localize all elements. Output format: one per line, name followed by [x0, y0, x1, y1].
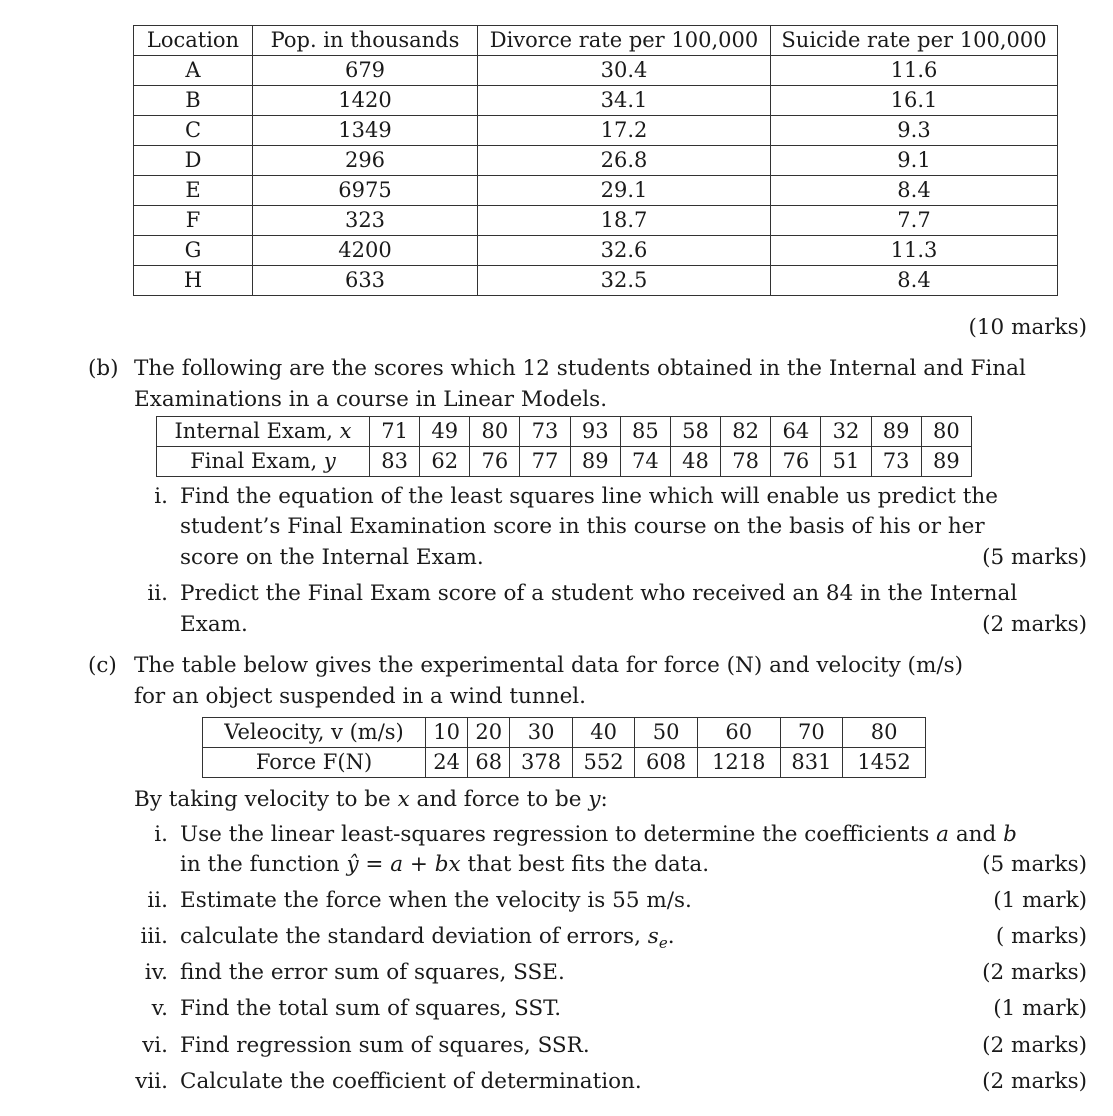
final-score-cell: 83 — [370, 447, 420, 477]
divorce-rate-cell: 26.8 — [478, 146, 771, 176]
suicide-rate-cell: 9.1 — [771, 146, 1058, 176]
population-cell: 633 — [253, 266, 478, 296]
table-row — [134, 176, 1058, 206]
part-c-q5-text: Find the total sum of squares, SST. — [180, 996, 562, 1021]
location-cell: G — [134, 236, 253, 266]
internal-score-cell: 71 — [370, 417, 420, 447]
part-b-q1-line2: student’s Final Examination score in this course on the basis of his or her — [180, 514, 985, 539]
force-cell: 831 — [780, 748, 843, 778]
population-rates-table — [133, 25, 1058, 296]
part-b-q2-number: ii. — [147, 581, 168, 606]
location-cell: F — [134, 206, 253, 236]
part-c-label: (c) — [88, 653, 117, 678]
exam-scores-table — [156, 416, 972, 477]
part-b-intro-line2: Examinations in a course in Linear Models. — [134, 387, 608, 412]
suicide-rate-cell: 8.4 — [771, 266, 1058, 296]
location-cell: H — [134, 266, 253, 296]
part-c-q4-number: iv. — [144, 960, 168, 985]
velocity-cell: 60 — [697, 718, 780, 748]
part-c-q6-text: Find regression sum of squares, SSR. — [180, 1033, 590, 1058]
divorce-rate-cell: 18.7 — [478, 206, 771, 236]
part-b-q1-line1: Find the equation of the least squares line which will enable us predict the — [180, 484, 998, 509]
table-row-final — [157, 447, 972, 477]
header-population: Pop. in thousands — [253, 26, 478, 56]
population-cell: 6975 — [253, 176, 478, 206]
part-c-q3-number: iii. — [140, 924, 168, 949]
part-c-q1-number: i. — [154, 822, 168, 847]
internal-score-cell: 64 — [771, 417, 821, 447]
part-c-q7-marks: (2 marks) — [982, 1069, 1087, 1094]
header-divorce-rate: Divorce rate per 100,000 — [478, 26, 771, 56]
part-c-q3-marks: ( marks) — [995, 924, 1087, 949]
internal-score-cell: 85 — [620, 417, 670, 447]
part-c-assumption: By taking velocity to be x and force to be y: — [134, 787, 608, 812]
final-score-cell: 73 — [871, 447, 921, 477]
wind-tunnel-table — [202, 717, 926, 778]
velocity-cell: 50 — [635, 718, 698, 748]
divorce-rate-cell: 34.1 — [478, 86, 771, 116]
part-c-q4-marks: (2 marks) — [982, 960, 1087, 985]
final-score-cell: 74 — [620, 447, 670, 477]
force-label: Force F(N) — [203, 748, 426, 778]
table-row — [134, 86, 1058, 116]
part-c-q7-number: vii. — [135, 1069, 168, 1094]
internal-score-cell: 58 — [670, 417, 720, 447]
force-cell: 1452 — [843, 748, 926, 778]
table-row — [134, 266, 1058, 296]
final-score-cell: 77 — [520, 447, 570, 477]
velocity-cell: 40 — [572, 718, 635, 748]
part-b-label: (b) — [88, 356, 119, 381]
internal-score-cell: 80 — [921, 417, 971, 447]
part-c-q2-number: ii. — [147, 888, 168, 913]
part-c-q2-marks: (1 mark) — [993, 888, 1087, 913]
part-c-q5-marks: (1 mark) — [993, 996, 1087, 1021]
part-a-marks: (10 marks) — [968, 315, 1087, 340]
suicide-rate-cell: 7.7 — [771, 206, 1058, 236]
internal-score-cell: 89 — [871, 417, 921, 447]
velocity-cell: 80 — [843, 718, 926, 748]
force-cell: 1218 — [697, 748, 780, 778]
location-cell: C — [134, 116, 253, 146]
part-b-q2-line1: Predict the Final Exam score of a student who received an 84 in the Internal — [180, 581, 1018, 606]
suicide-rate-cell: 11.6 — [771, 56, 1058, 86]
internal-exam-label: Internal Exam, x — [157, 417, 370, 447]
internal-score-cell: 32 — [821, 417, 871, 447]
velocity-label: Veleocity, v (m/s) — [203, 718, 426, 748]
part-b-intro-line1: The following are the scores which 12 students obtained in the Internal and Final — [134, 356, 1026, 381]
table-header-row — [134, 26, 1058, 56]
population-cell: 4200 — [253, 236, 478, 266]
part-c-q7-text: Calculate the coefficient of determination. — [180, 1069, 642, 1094]
part-b-q2-marks: (2 marks) — [982, 612, 1087, 637]
internal-score-cell: 73 — [520, 417, 570, 447]
final-exam-label: Final Exam, y — [157, 447, 370, 477]
divorce-rate-cell: 17.2 — [478, 116, 771, 146]
final-score-cell: 62 — [420, 447, 470, 477]
divorce-rate-cell: 32.5 — [478, 266, 771, 296]
part-b-q1-marks: (5 marks) — [982, 545, 1087, 570]
table-row-internal — [157, 417, 972, 447]
table-row-velocity — [203, 718, 926, 748]
part-c-q2-text: Estimate the force when the velocity is 55 m/s. — [180, 888, 692, 913]
table-row-force — [203, 748, 926, 778]
final-score-cell: 89 — [570, 447, 620, 477]
part-b-q2-line2: Exam. — [180, 612, 248, 637]
velocity-cell: 30 — [510, 718, 573, 748]
internal-score-cell: 80 — [470, 417, 520, 447]
header-suicide-rate: Suicide rate per 100,000 — [771, 26, 1058, 56]
population-cell: 323 — [253, 206, 478, 236]
part-c-q1-line2: in the function ŷ = a + bx that best fits the data. — [180, 852, 710, 877]
part-c-q6-number: vi. — [142, 1033, 168, 1058]
internal-score-cell: 93 — [570, 417, 620, 447]
final-score-cell: 78 — [721, 447, 771, 477]
population-cell: 1420 — [253, 86, 478, 116]
suicide-rate-cell: 11.3 — [771, 236, 1058, 266]
part-c-intro-line1: The table below gives the experimental data for force (N) and velocity (m/s) — [134, 653, 963, 678]
force-cell: 68 — [468, 748, 510, 778]
divorce-rate-cell: 32.6 — [478, 236, 771, 266]
population-cell: 1349 — [253, 116, 478, 146]
part-b-q1-line3: score on the Internal Exam. — [180, 545, 484, 570]
velocity-cell: 70 — [780, 718, 843, 748]
suicide-rate-cell: 8.4 — [771, 176, 1058, 206]
force-cell: 608 — [635, 748, 698, 778]
table-row — [134, 116, 1058, 146]
part-b-q1-number: i. — [154, 484, 168, 509]
table-row — [134, 56, 1058, 86]
suicide-rate-cell: 9.3 — [771, 116, 1058, 146]
force-cell: 552 — [572, 748, 635, 778]
divorce-rate-cell: 29.1 — [478, 176, 771, 206]
final-score-cell: 51 — [821, 447, 871, 477]
location-cell: E — [134, 176, 253, 206]
population-cell: 679 — [253, 56, 478, 86]
part-c-q1-marks: (5 marks) — [982, 852, 1087, 877]
velocity-cell: 20 — [468, 718, 510, 748]
final-score-cell: 76 — [771, 447, 821, 477]
table-row — [134, 146, 1058, 176]
force-cell: 24 — [426, 748, 468, 778]
location-cell: D — [134, 146, 253, 176]
location-cell: B — [134, 86, 253, 116]
part-c-intro-line2: for an object suspended in a wind tunnel. — [134, 684, 587, 709]
part-c-q6-marks: (2 marks) — [982, 1033, 1087, 1058]
divorce-rate-cell: 30.4 — [478, 56, 771, 86]
final-score-cell: 48 — [670, 447, 720, 477]
internal-score-cell: 49 — [420, 417, 470, 447]
suicide-rate-cell: 16.1 — [771, 86, 1058, 116]
header-location: Location — [134, 26, 253, 56]
part-c-q4-text: find the error sum of squares, SSE. — [180, 960, 565, 985]
population-cell: 296 — [253, 146, 478, 176]
internal-score-cell: 82 — [721, 417, 771, 447]
final-score-cell: 76 — [470, 447, 520, 477]
part-c-q3-text: calculate the standard deviation of errors, $s_e$. — [180, 924, 675, 953]
final-score-cell: 89 — [921, 447, 971, 477]
part-c-q1-line1: Use the linear least-squares regression to determine the coefficients a and b — [180, 822, 1017, 847]
force-cell: 378 — [510, 748, 573, 778]
velocity-cell: 10 — [426, 718, 468, 748]
table-row — [134, 206, 1058, 236]
table-row — [134, 236, 1058, 266]
location-cell: A — [134, 56, 253, 86]
part-c-q5-number: v. — [151, 996, 168, 1021]
